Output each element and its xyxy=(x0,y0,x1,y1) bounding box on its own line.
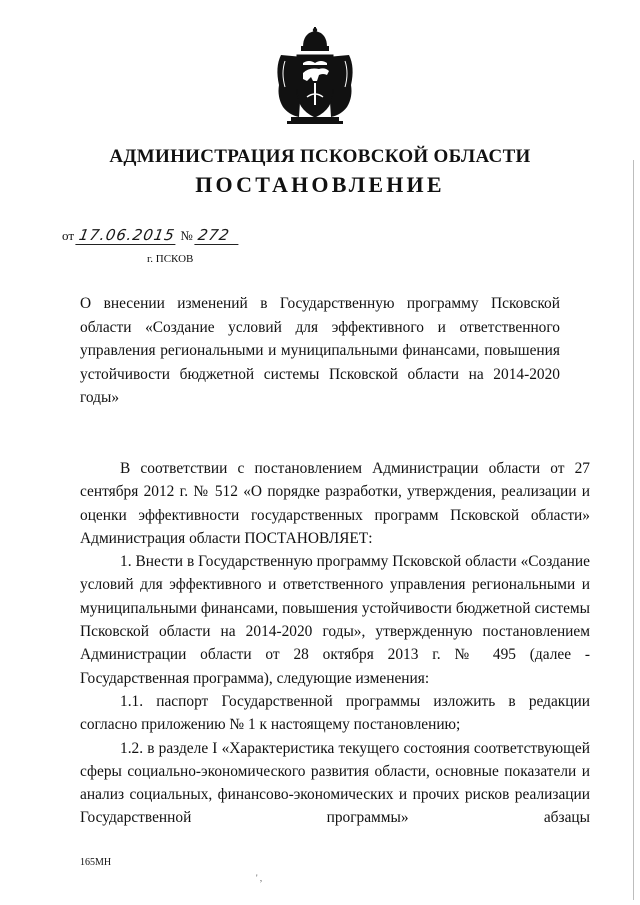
paragraph-item-1-1: 1.1. паспорт Государственной программы изложить в редакции согласно приложению № 1 к настоящему постановлению; xyxy=(80,692,590,734)
registration-line xyxy=(62,226,240,245)
paragraph-item-1: 1. Внести в Государственную программу Псковской области «Создание условий для эффективного и ответственного управления региональными и муниципальными финансами, повышения устойчивости бюджетной системы Псковской области на 2014-2020 годы», утвержденную постановлением Администрации области от 28 октября 2013 г. № 495 (далее - Государственная программа), следующие изменения: xyxy=(80,553,590,687)
document-type-title: ПОСТАНОВЛЕНИЕ xyxy=(195,172,445,197)
number-handwritten: 272 xyxy=(194,226,241,245)
date-prefix: от xyxy=(62,228,75,243)
city-label: г. ПСКОВ xyxy=(147,253,194,265)
date-handwritten: 17.06.2015 xyxy=(76,226,179,245)
scan-edge-line xyxy=(633,160,634,900)
paragraph-preamble: В соответствии с постановлением Администрации области от 27 сентября 2012 г. № 512 «О порядке разработки, утверждения, реализации и оценки эффективности государственных программ Псковской области» Администрация области ПОСТАНОВЛЯЕТ: xyxy=(80,460,590,547)
footer-code: 165МН xyxy=(80,857,112,868)
document-subject: О внесении изменений в Государственную программу Псковской области «Создание условий для эффективного и ответственного управления региональными и муниципальными финансами, повышения устойчивости бюджетной системы Псковской области на 2014-2020 годы» xyxy=(80,295,560,406)
document-body xyxy=(80,457,590,830)
number-prefix: № xyxy=(180,228,193,243)
pskov-coat-of-arms-icon xyxy=(273,27,357,125)
paragraph-item-1-2: 1.2. в разделе I «Характеристика текущего состояния соответствующей сферы социально-экономического развития области, основные показатели и анализ социальных, финансово-экономических и прочих рисков реализации Государственной программы» абзацы xyxy=(80,739,590,827)
stray-mark: ' , xyxy=(256,873,263,883)
organization-name: АДМИНИСТРАЦИЯ ПСКОВСКОЙ ОБЛАСТИ xyxy=(109,146,531,167)
